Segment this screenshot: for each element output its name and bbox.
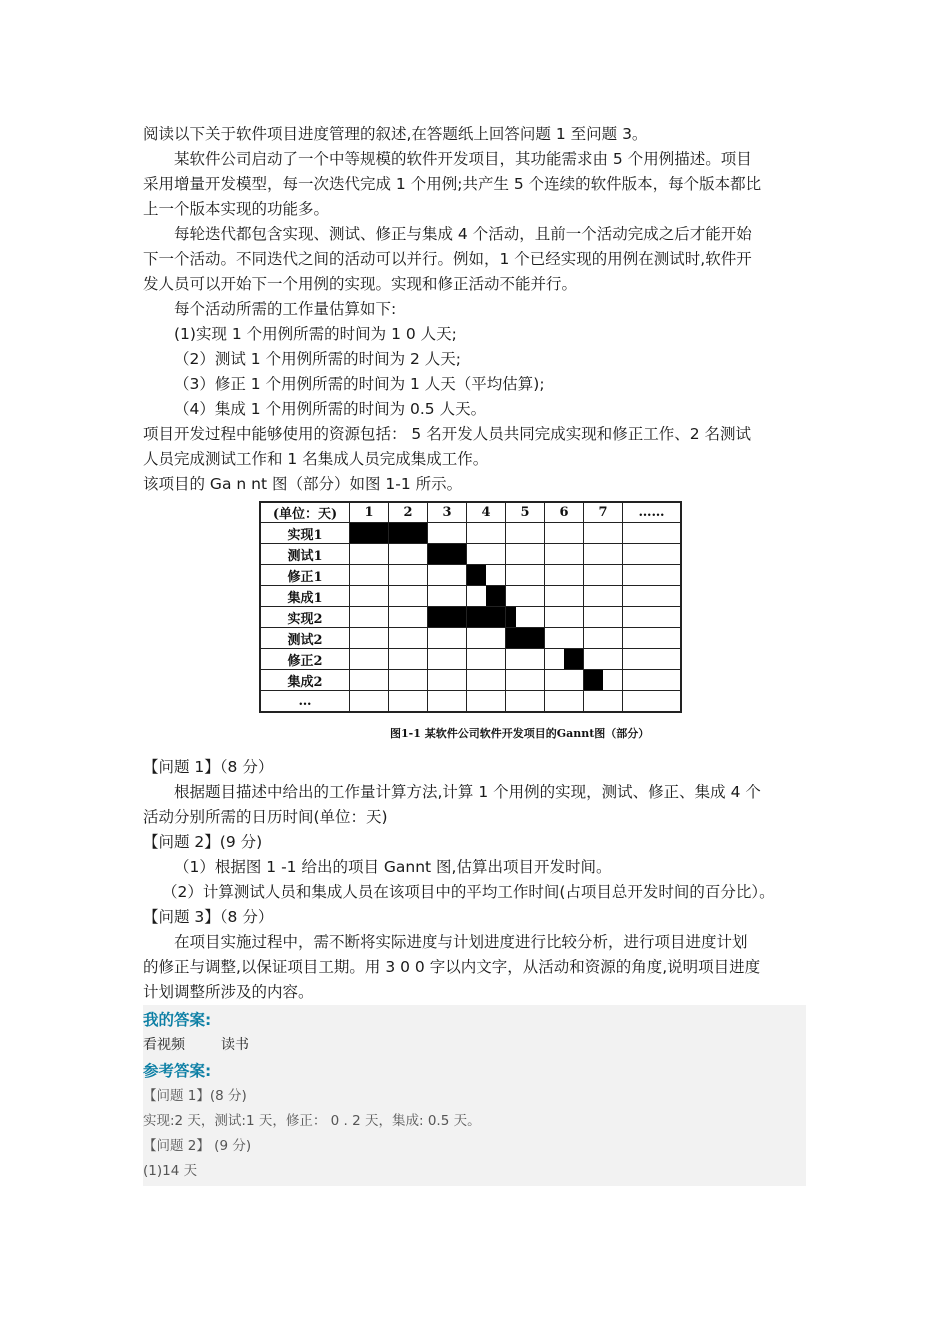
gantt-day-header: 2 — [389, 502, 428, 523]
gantt-bar-cell — [545, 649, 584, 670]
resources-line-1: 项目开发过程中能够使用的资源包括： 5 名开发人员共同完成实现和修正工作、2 名测试 — [143, 425, 752, 443]
gantt-header-row — [260, 502, 681, 523]
gantt-row-label: 修正1 — [260, 565, 350, 586]
gantt-row-label: 测试1 — [260, 544, 350, 565]
gantt-row — [260, 670, 681, 691]
gantt-bar-cell — [428, 544, 467, 565]
paragraph-2-line-1: 每轮迭代都包含实现、测试、修正与集成 4 个活动，且前一个活动完成之后才能开始 — [174, 225, 752, 243]
reference-q1-title: 【问题 1】(8 分) — [143, 1088, 247, 1104]
gantt-day-header: 1 — [350, 502, 389, 523]
question-3-line-2: 的修正与调整,以保证项目工期。用 3 0 0 字以内文字，从活动和资源的角度,说明项目进度 — [143, 958, 761, 976]
paragraph-1-line-1: 某软件公司启动了一个中等规模的软件开发项目，其功能需求由 5 个用例描述。项目 — [174, 150, 752, 168]
question-3-line-3: 计划调整所涉及的内容。 — [143, 983, 314, 1001]
gantt-row — [260, 523, 681, 544]
reference-answer-title: 参考答案: — [143, 1062, 212, 1080]
gantt-unit-header: (单位：天) — [260, 502, 350, 523]
gantt-bar-cell — [506, 628, 545, 649]
gantt-bar-cell — [467, 586, 506, 607]
gantt-row — [260, 691, 681, 713]
gantt-day-header: 7 — [584, 502, 623, 523]
estimate-item-4: （4）集成 1 个用例所需的时间为 0.5 人天。 — [174, 400, 487, 418]
gantt-day-header: 6 — [545, 502, 584, 523]
paragraph-1-line-2: 采用增量开发模型，每一次迭代完成 1 个用例;共产生 5 个连续的软件版本，每个版本都比 — [143, 175, 762, 193]
reference-q1-answer: 实现:2 天，测试:1 天，修正： 0 . 2 天，集成: 0.5 天。 — [143, 1113, 481, 1129]
gantt-row-label: 实现2 — [260, 607, 350, 628]
gantt-row-label: … — [260, 691, 350, 713]
gantt-bar-cell — [584, 670, 623, 691]
gantt-row-label: 修正2 — [260, 649, 350, 670]
resources-line-2: 人员完成测试工作和 1 名集成人员完成集成工作。 — [143, 450, 489, 468]
gantt-row — [260, 544, 681, 565]
estimate-item-1: (1)实现 1 个用例所需的时间为 1 0 人天; — [174, 325, 457, 343]
gantt-day-header: 3 — [428, 502, 467, 523]
question-2-item-1: （1）根据图 1 -1 给出的项目 Gannt 图,估算出项目开发时间。 — [174, 858, 612, 876]
my-answer-item: 看视频 — [143, 1037, 185, 1053]
my-answer-title: 我的答案: — [143, 1011, 212, 1029]
gantt-chart-table — [259, 501, 682, 713]
gantt-row — [260, 628, 681, 649]
question-1-title: 【问题 1】（8 分） — [143, 758, 274, 776]
question-3-line-1: 在项目实施过程中，需不断将实际进度与计划进度进行比较分析，进行项目进度计划 — [174, 933, 748, 951]
paragraph-1-line-3: 上一个版本实现的功能多。 — [143, 200, 330, 218]
paragraph-2-line-3: 发人员可以开始下一个用例的实现。实现和修正活动不能并行。 — [143, 275, 578, 293]
gantt-row-label: 集成2 — [260, 670, 350, 691]
gantt-bar-cell — [467, 565, 506, 586]
gantt-bar-cell — [350, 523, 389, 544]
gantt-row — [260, 649, 681, 670]
gantt-row — [260, 586, 681, 607]
gantt-bar-cell — [506, 607, 545, 628]
question-1-line-2: 活动分别所需的日历时间(单位：天) — [143, 808, 388, 826]
paragraph-3: 每个活动所需的工作量估算如下: — [174, 300, 397, 318]
gantt-reference: 该项目的 Ga n nt 图（部分）如图 1-1 所示。 — [143, 475, 463, 493]
question-2-title: 【问题 2】(9 分) — [143, 833, 263, 851]
gantt-day-header: 5 — [506, 502, 545, 523]
paragraph-2-line-2: 下一个活动。不同迭代之间的活动可以并行。例如，1 个已经实现的用例在测试时,软件开 — [143, 250, 752, 268]
gantt-row-label: 实现1 — [260, 523, 350, 544]
gantt-row — [260, 565, 681, 586]
gantt-bar-cell — [389, 523, 428, 544]
gantt-row-label: 测试2 — [260, 628, 350, 649]
my-answer-content — [143, 1033, 806, 1058]
gantt-day-header: 4 — [467, 502, 506, 523]
gantt-row — [260, 607, 681, 628]
my-answer-item: 读书 — [221, 1037, 249, 1053]
gantt-bar-cell — [428, 607, 467, 628]
gantt-ellipsis-header: …… — [623, 502, 682, 523]
gantt-figure — [143, 501, 808, 741]
answer-panel — [143, 1005, 806, 1186]
question-1-line-1: 根据题目描述中给出的工作量计算方法,计算 1 个用例的实现，测试、修正、集成 4 个 — [174, 783, 761, 801]
gantt-row-label: 集成1 — [260, 586, 350, 607]
reference-q2-title: 【问题 2】 (9 分) — [143, 1138, 252, 1154]
gantt-bar-cell — [467, 607, 506, 628]
question-3-title: 【问题 3】（8 分） — [143, 908, 274, 926]
gantt-caption: 图1-1 某软件公司软件开发项目的Gannt图（部分） — [390, 727, 650, 740]
intro-text: 阅读以下关于软件项目进度管理的叙述,在答题纸上回答问题 1 至问题 3。 — [143, 125, 648, 143]
document-body — [143, 122, 808, 1186]
estimate-item-3: （3）修正 1 个用例所需的时间为 1 人天（平均估算); — [174, 375, 545, 393]
question-2-item-2: （2）计算测试人员和集成人员在该项目中的平均工作时间(占项目总开发时间的百分比）。 — [162, 883, 775, 901]
reference-q2-answer: (1)14 天 — [143, 1163, 198, 1179]
estimate-item-2: （2）测试 1 个用例所需的时间为 2 人天; — [174, 350, 462, 368]
